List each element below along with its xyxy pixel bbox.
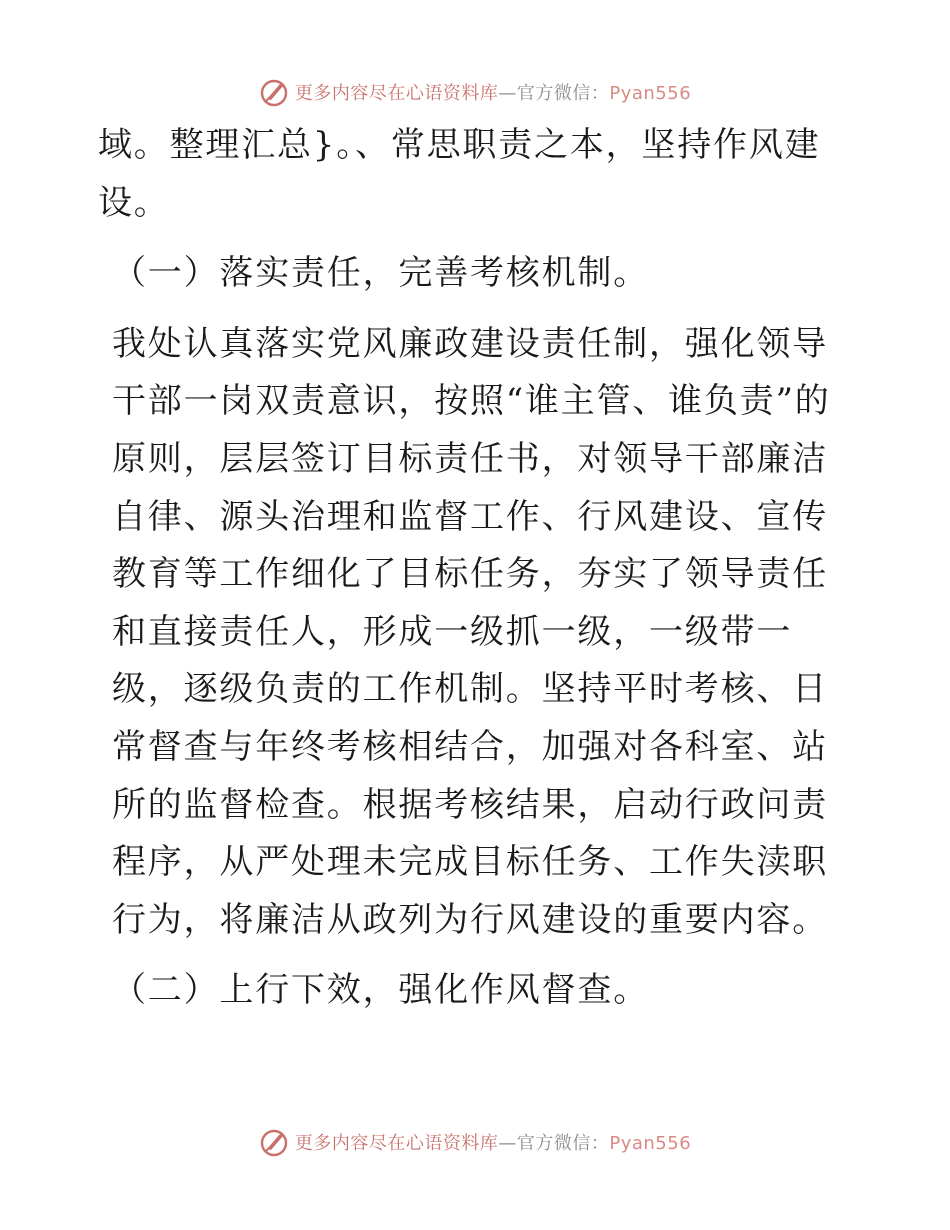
watermark-text: 更多内容尽在心语资料库—官方微信：Pyan556 bbox=[294, 1133, 692, 1154]
watermark-text: 更多内容尽在心语资料库—官方微信：Pyan556 bbox=[294, 83, 692, 104]
section-heading-2: （二）上行下效，强化作风督查。 bbox=[112, 970, 649, 1011]
section-heading-1: （一）落实责任，完善考核机制。 bbox=[112, 253, 649, 294]
header-watermark bbox=[0, 72, 950, 112]
document-body bbox=[98, 117, 858, 1020]
footer-watermark bbox=[0, 1122, 950, 1162]
quill-circle-icon bbox=[259, 77, 289, 107]
quill-circle-icon bbox=[259, 1127, 289, 1157]
paragraph-continued: 域。整理汇总}。、常思职责之本，坚持作风建设。 bbox=[98, 125, 821, 223]
paragraph-body: 我处认真落实党风廉政建设责任制，强化领导干部一岗双责意识，按照“谁主管、谁负责”的原则，层层签订目标责任书，对领导干部廉洁自律、源头治理和监督工作、行风建设、宣传教育等工作细化了目标任务，夯实了领导责任和直接责任人，形成一级抓一级，一级带一级，逐级负责的工作机制。坚持平时考核、日常督查与年终考核相结合，加强对各科室、站所的监督检查。根据考核结果，启动行政问责程序，从严处理未完成目标任务、工作失渎职行为，将廉洁从政列为行风建设的重要内容。 bbox=[112, 323, 831, 940]
